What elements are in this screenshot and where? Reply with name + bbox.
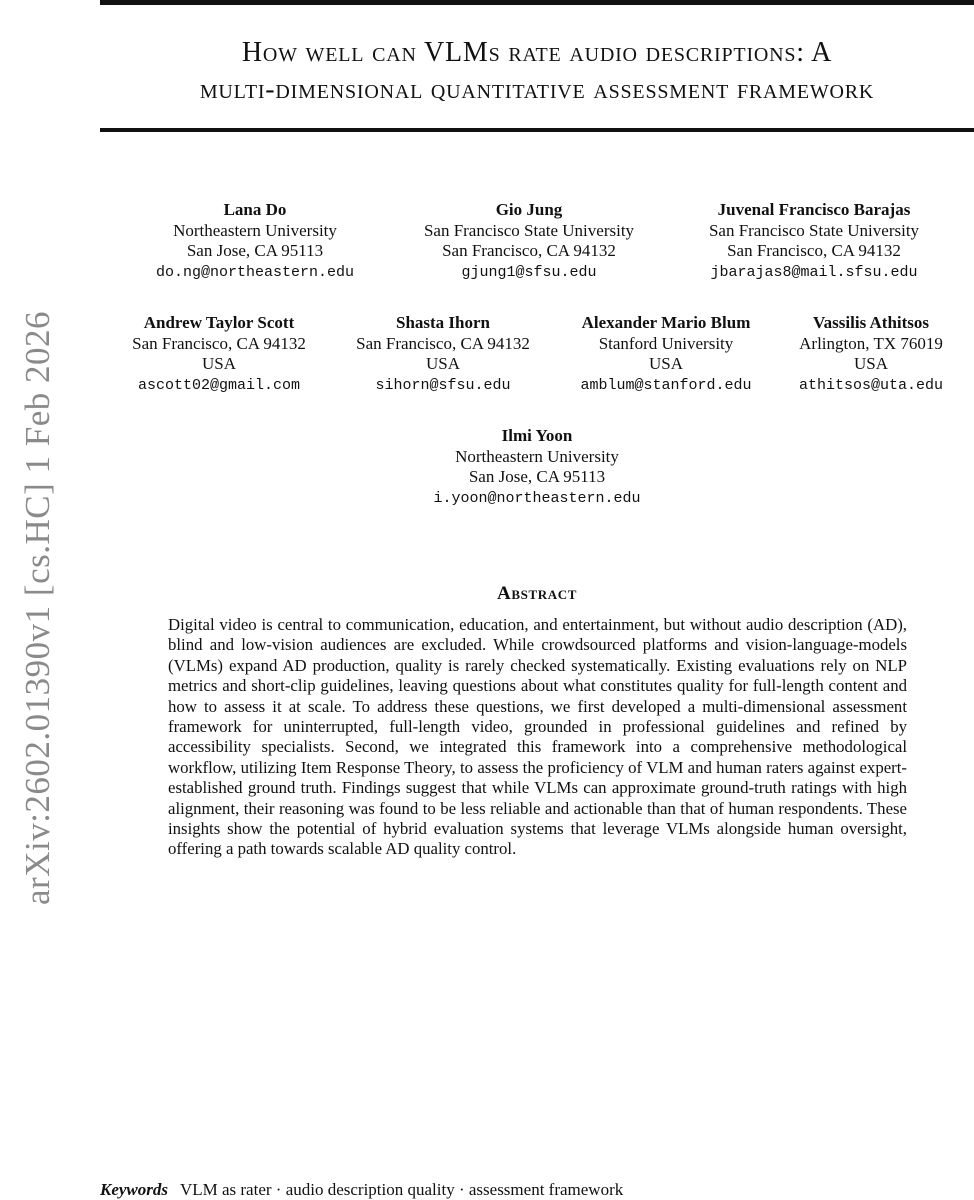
author-email[interactable]: do.ng@northeastern.edu [155,263,355,281]
author-block [709,200,919,283]
author-location: San Jose, CA 95113 [186,241,324,260]
author-affiliation: San Francisco State University [708,220,920,240]
author-name: Shasta Ihorn [395,313,490,332]
abstract-heading: Abstract [497,583,577,604]
abstract-body: Digital video is central to communication, education, and entertainment, but without audio description (AD), blind and low-vision audiences are excluded. While crowdsourced platforms and vision-language-models (VLMs) expand AD production, quality is rarely checked systematically. Existing evaluations rely on NLP metrics and short-clip guidelines, leaving questions about what constitutes quality for full-length content and how to assess it at scale. To address these questions, we first developed a multi-dimensional assessment framework for uninterrupted, full-length video, grounded in professional guidelines and refined by accessibility specialists. Second, we integrated this framework into a comprehensive methodological workflow, utilizing Item Response Theory, to assess the proficiency of VLM and human raters against expert-established ground truth. Findings suggest that while VLMs can approximate ground-truth ratings with high alignment, their reasoning was found to be less reliable and actionable than that of human respondents. These insights show the potential of hybrid evaluation systems that leverage VLMs alongside human oversight, offering a path towards scalable AD quality control. [168,615,907,859]
author-country: USA [425,354,460,373]
author-block [433,426,640,509]
author-email[interactable]: jbarajas8@mail.sfsu.edu [710,263,918,281]
title-bottom-rule [100,128,974,132]
author-block [356,313,530,396]
title-line-1: How well can VLMs rate audio descriptions: A [241,37,833,68]
author-block [424,200,634,283]
author-email[interactable]: i.yoon@northeastern.edu [433,489,641,507]
author-name: Ilmi Yoon [501,426,573,445]
arxiv-identifier-stamp: arXiv:2602.01390v1 [cs.HC] 1 Feb 2026 [18,310,57,905]
author-name: Lana Do [223,200,287,219]
paper-title [100,34,974,108]
author-email[interactable]: ascott02@gmail.com [137,376,301,394]
author-affiliation: Stanford University [598,333,734,353]
author-location: Arlington, TX 76019 [799,333,943,353]
author-block [156,200,354,283]
author-email[interactable]: amblum@stanford.edu [580,376,752,394]
title-line-2: multi-dimensional quantitative assessment framework [199,74,875,105]
author-name: Vassilis Athitsos [812,313,930,332]
author-block [799,313,943,396]
author-country: USA [648,354,683,373]
author-country: USA [201,354,236,373]
author-location: San Francisco, CA 94132 [442,241,616,260]
author-location: San Francisco, CA 94132 [356,333,530,353]
author-email[interactable]: athitsos@uta.edu [798,376,944,394]
author-name: Gio Jung [495,200,563,219]
author-block [132,313,306,396]
author-country: USA [853,354,888,373]
author-block [580,313,751,396]
keywords-label: Keywords [100,1180,168,1199]
author-affiliation: Northeastern University [455,446,619,466]
author-location: San Francisco, CA 94132 [132,333,306,353]
author-name: Juvenal Francisco Barajas [717,200,911,219]
author-affiliation: Northeastern University [173,220,337,240]
author-location: San Francisco, CA 94132 [727,241,901,260]
author-name: Andrew Taylor Scott [143,313,295,332]
author-email[interactable]: gjung1@sfsu.edu [461,263,597,281]
keywords-text: VLM as rater · audio description quality · assessment framework [179,1180,624,1199]
author-email[interactable]: sihorn@sfsu.edu [375,376,511,394]
title-top-rule [100,0,974,5]
keywords-line [100,1180,623,1200]
author-name: Alexander Mario Blum [581,313,751,332]
author-location: San Jose, CA 95113 [468,467,606,486]
author-affiliation: San Francisco State University [423,220,635,240]
